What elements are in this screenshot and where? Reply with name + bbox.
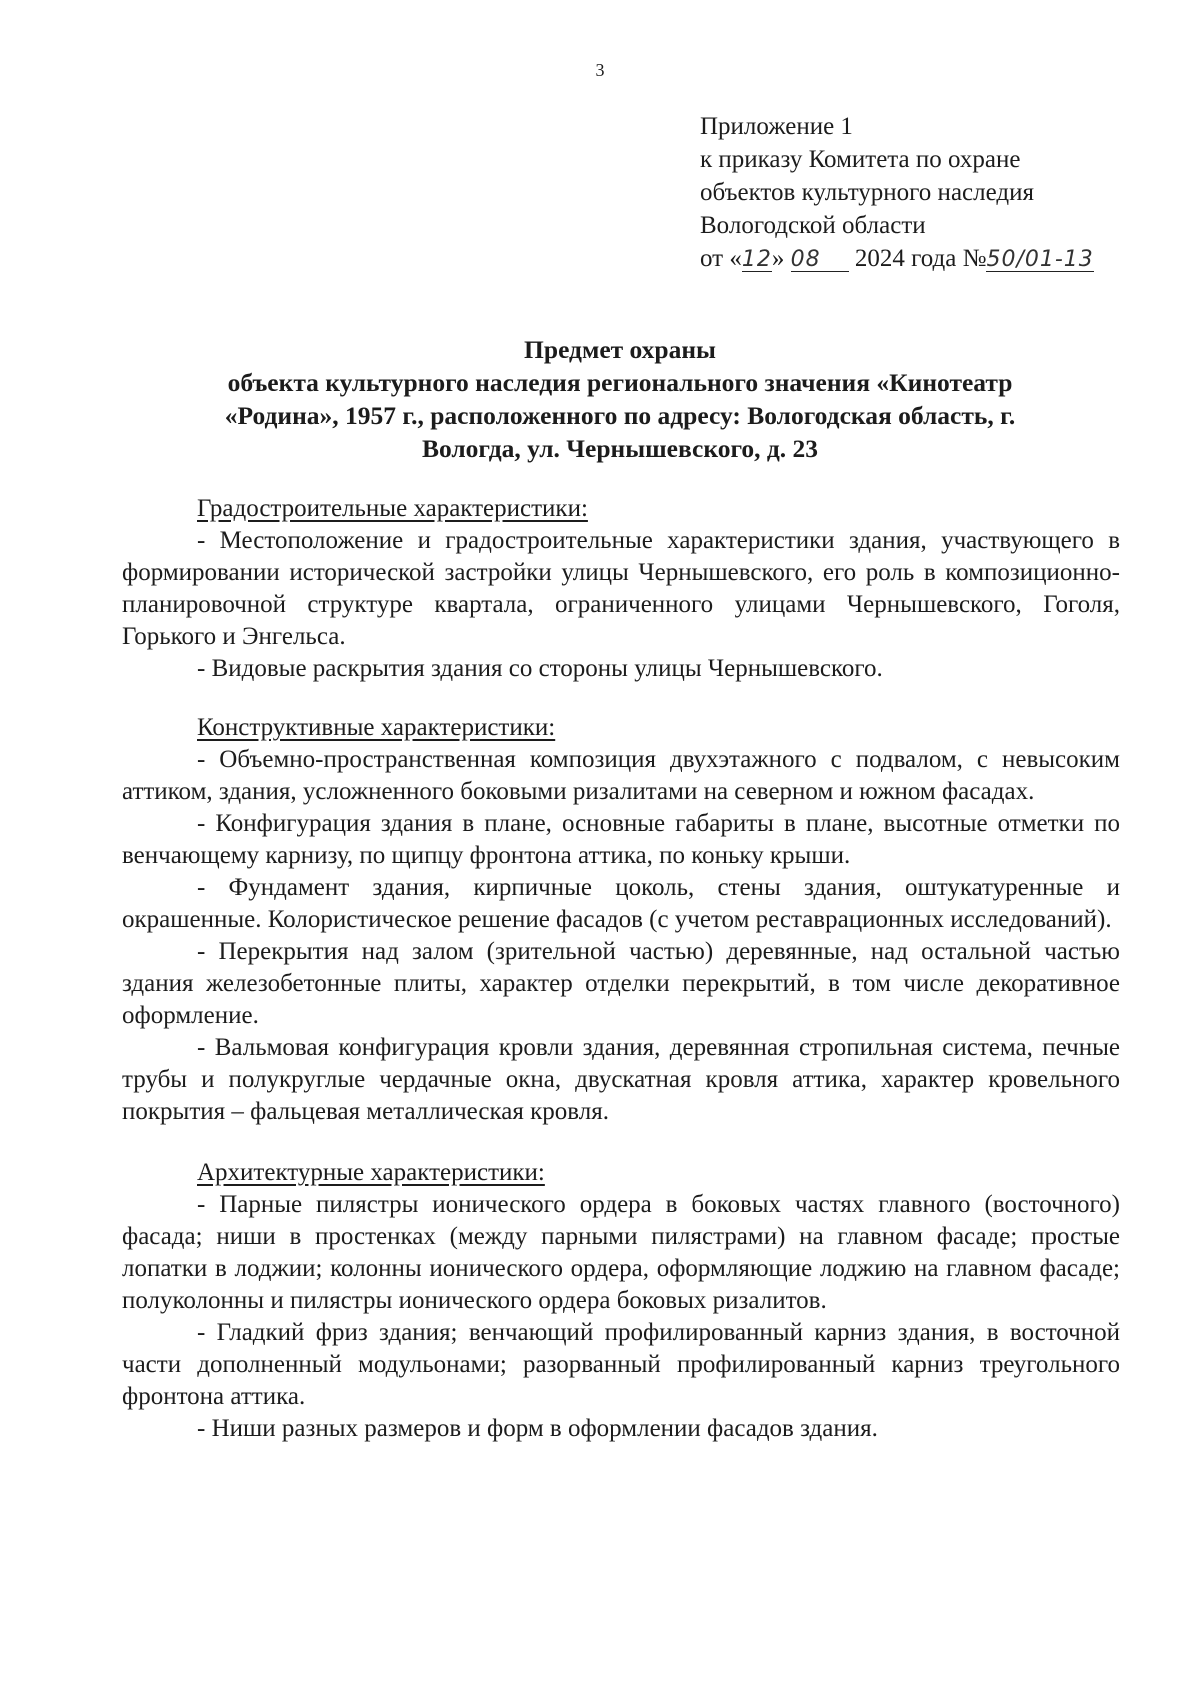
quote-close: »: [771, 245, 785, 272]
paragraph: - Видовые раскрытия здания со стороны улицы Чернышевского.: [197, 655, 883, 682]
date-prefix: от «: [700, 245, 742, 272]
document-title: [120, 333, 1120, 465]
page-number: 3: [595, 60, 605, 80]
paragraph: - Местоположение и градостроительные характеристики здания, участвующего в формировании исторической застройки улицы Чернышевского, его роль в композиционно-планировочной структуре квартала, ограниченного улицами Чернышевского, Гоголя, Горького и Энгельса.: [122, 527, 1120, 650]
section-heading: Конструктивные характеристики:: [197, 714, 556, 741]
appendix-line: объектов культурного наследия: [700, 179, 1034, 206]
appendix-block: [700, 110, 1180, 275]
section-heading: Архитектурные характеристики:: [197, 1159, 545, 1186]
title-line: «Родина», 1957 г., расположенного по адресу: Вологодская область, г.: [224, 401, 1016, 430]
paragraph: - Гладкий фриз здания; венчающий профилированный карниз здания, в восточной части дополненный модульонами; разорванный профилированный карниз треугольного фронтона аттика.: [122, 1319, 1120, 1410]
document-body: [122, 493, 1120, 1445]
handwritten-month: 08: [791, 249, 849, 272]
year-text: 2024 года №: [854, 245, 987, 272]
title-line: Предмет охраны: [524, 335, 716, 364]
order-date-line: [700, 242, 1180, 275]
appendix-line: Приложение 1: [700, 113, 853, 140]
paragraph: - Парные пилястры ионического ордера в боковых частях главного (восточного) фасада; ниши в простенках (между парными пилястрами) на главном фасаде; простые лопатки в лоджии; колонны ионического ордера, оформляющие лоджию на главном фасаде; полуколонны и пилястры ионического ордера боковых ризалитов.: [122, 1191, 1120, 1314]
paragraph: - Фундамент здания, кирпичные цоколь, стены здания, оштукатуренные и окрашенные. Колористическое решение фасадов (с учетом реставрационных исследований).: [122, 874, 1120, 933]
title-line: объекта культурного наследия регионального значения «Кинотеатр: [227, 368, 1013, 397]
paragraph: - Ниши разных размеров и форм в оформлении фасадов здания.: [197, 1415, 878, 1442]
appendix-line: Вологодской области: [700, 212, 926, 239]
section-heading: Градостроительные характеристики:: [197, 495, 588, 522]
appendix-line: к приказу Комитета по охране: [700, 146, 1021, 173]
paragraph: - Конфигурация здания в плане, основные габариты в плане, высотные отметки по венчающему карнизу, по щипцу фронтона аттика, по коньку крыши.: [122, 810, 1120, 869]
handwritten-order-number: 50/01-13: [986, 247, 1094, 272]
title-line: Вологда, ул. Чернышевского, д. 23: [421, 434, 819, 463]
paragraph: - Вальмовая конфигурация кровли здания, деревянная стропильная система, печные трубы и полукруглые чердачные окна, двускатная кровля аттика, характер кровельного покрытия – фальцевая металлическая кровля.: [122, 1034, 1120, 1125]
paragraph: - Перекрытия над залом (зрительной частью) деревянные, над остальной частью здания железобетонные плиты, характер отделки перекрытий, в том числе декоративное оформление.: [122, 938, 1120, 1029]
paragraph: - Объемно-пространственная композиция двухэтажного с подвалом, с невысоким аттиком, здания, усложненного боковыми ризалитами на северном и южном фасадах.: [122, 746, 1120, 805]
handwritten-day: 12: [741, 247, 772, 272]
